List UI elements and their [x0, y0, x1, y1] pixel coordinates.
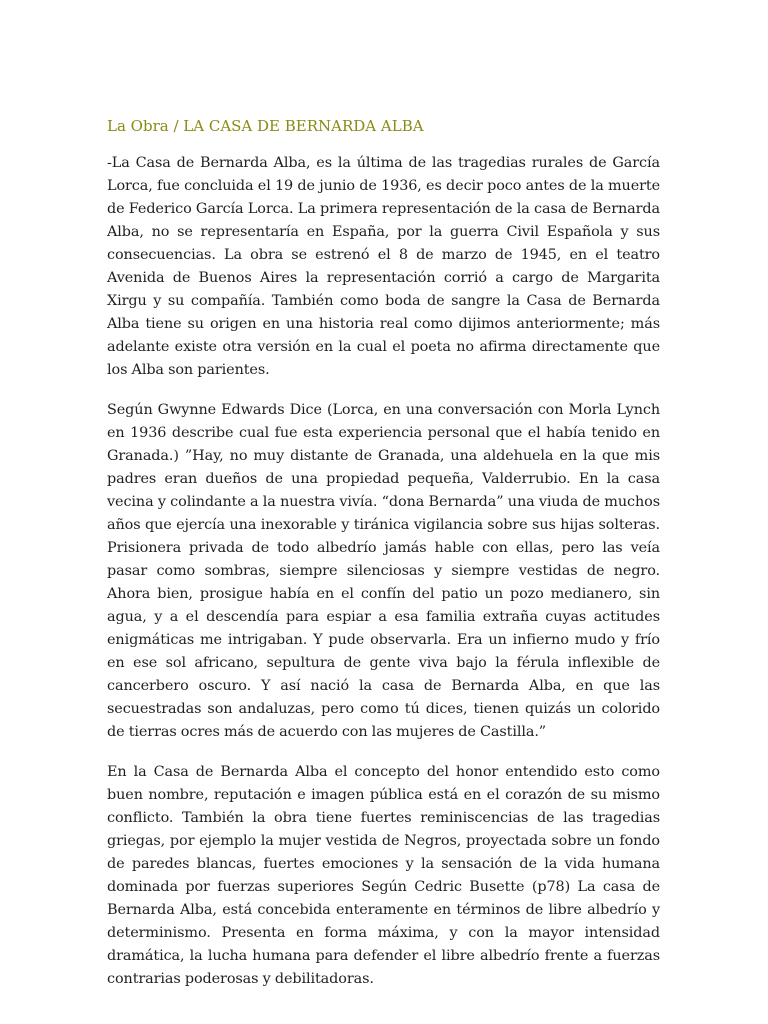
document-page: [107, 114, 660, 991]
paragraph-intro: -La Casa de Bernarda Alba, es la última de las tragedias rurales de García Lorca, fue concluida el 19 de junio de 1936, es decir poco antes de la muerte de Federico García Lorca. La primera representación de la casa de Bernarda Alba, no se representaría en España, por la guerra Civil Española y sus consecuencias. La obra se estrenó el 8 de marzo de 1945, en el teatro Avenida de Buenos Aires la representación corrió a cargo de Margarita Xirgu y su compañía. También como boda de sangre la Casa de Bernarda Alba tiene su origen en una historia real como dijimos anteriormente; más adelante existe otra versión en la cual el poeta no afirma directamente que los Alba son parientes.: [107, 155, 660, 378]
document-title: La Obra / LA CASA DE BERNARDA ALBA: [107, 117, 424, 135]
paragraph-honor: En la Casa de Bernarda Alba el concepto del honor entendido esto como buen nombre, reputación e imagen pública está en el corazón de su mismo conflicto. También la obra tiene fuertes reminiscencias de las tragedias griegas, por ejemplo la mujer vestida de Negros, proyectada sobre un fondo de paredes blancas, fuertes emociones y la sensación de la vida humana dominada por fuerzas superiores Según Cedric Busette (p78) La casa de Bernarda Alba, está concebida enteramente en términos de libre albedrío y determinismo. Presenta en forma máxima, y con la mayor intensidad dramática, la lucha humana para defender el libre albedrío frente a fuerzas contrarias poderosas y debilitadoras.: [107, 764, 660, 987]
paragraph-quote: Según Gwynne Edwards Dice (Lorca, en una conversación con Morla Lynch en 1936 describe cual fue esta experiencia personal que el había tenido en Granada.) ”Hay, no muy distante de Granada, una aldehuela en la que mis padres eran dueños de una propiedad pequeña, Valderrubio. En la casa vecina y colindante a la nuestra vivía. “dona Bernarda” una viuda de muchos años que ejercía una inexorable y tiránica vigilancia sobre sus hijas solteras. Prisionera privada de todo albedrío jamás hable con ellas, pero las veía pasar como sombras, siempre silenciosas y siempre vestidas de negro. Ahora bien, prosigue había en el confín del patio un pozo medianero, sin agua, y a el descendía para espiar a esa familia extraña cuyas actitudes enigmáticas me intrigaban. Y pude observarla. Era un infierno mudo y frío en ese sol africano, sepultura de gente viva bajo la férula inflexible de cancerbero oscuro. Y así nació la casa de Bernarda Alba, en que las secuestradas son andaluzas, pero como tú dices, tienen quizás un colorido de tierras ocres más de acuerdo con las mujeres de Castilla.”: [107, 402, 660, 740]
